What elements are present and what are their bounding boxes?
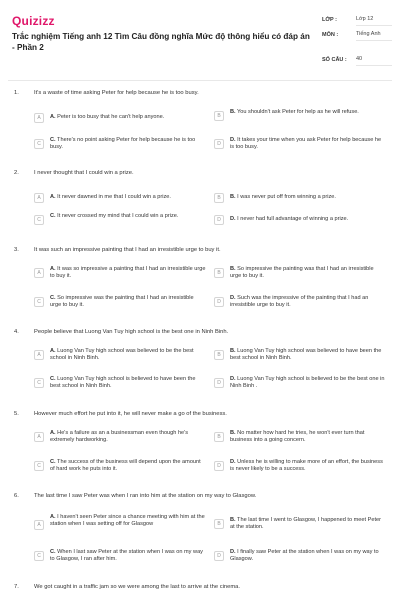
- option-text: He's a failure as an a businessman even though he's extremely hardworking.: [50, 430, 189, 443]
- option-text: I haven't seen Peter since a chance meeting with him at the station when I was setting off for Glasgow: [50, 514, 205, 527]
- option-text: Such was the impressive of the painting that I had an irresistible urge to buy it.: [230, 295, 369, 308]
- option-label: C.: [50, 376, 56, 382]
- option-a[interactable]: [34, 514, 206, 535]
- question-number: 3.: [14, 247, 19, 253]
- option-label: C.: [50, 213, 56, 219]
- option-text: I was never put off from winning a prize.: [237, 194, 336, 200]
- option-letter-box: C: [34, 378, 44, 388]
- option-label: C.: [50, 549, 56, 555]
- option-text: The success of the business will depend upon the amount of hard work he puts into it.: [50, 459, 201, 472]
- option-letter-box: D: [214, 297, 224, 307]
- option-c[interactable]: [34, 213, 206, 227]
- option-b[interactable]: [214, 266, 386, 280]
- option-letter-box: D: [214, 551, 224, 561]
- question-number: 5.: [14, 411, 19, 417]
- option-label: C.: [50, 459, 56, 465]
- option-label: A.: [50, 514, 56, 520]
- worksheet-header: [0, 0, 400, 78]
- header-divider: [8, 80, 392, 81]
- meta-question-count: [322, 57, 396, 70]
- option-a[interactable]: [34, 191, 206, 205]
- question-text: I never thought that I could win a prize.: [34, 170, 134, 176]
- option-b[interactable]: [214, 430, 386, 444]
- option-letter-box: B: [214, 519, 224, 529]
- option-label: D.: [230, 295, 236, 301]
- option-label: A.: [50, 114, 56, 120]
- option-text: I never had full advantage of winning a prize.: [237, 216, 349, 222]
- option-text: There's no point asking Peter for help because he is too busy.: [50, 137, 196, 150]
- option-letter-box: C: [34, 297, 44, 307]
- option-letter-box: A: [34, 520, 44, 530]
- option-letter-box: A: [34, 268, 44, 278]
- question-number: 7.: [14, 584, 19, 590]
- option-letter-box: B: [214, 193, 224, 203]
- option-label: B.: [230, 430, 236, 436]
- option-b[interactable]: [214, 348, 386, 362]
- option-c[interactable]: [34, 295, 206, 309]
- question-count-value: 40: [356, 56, 392, 66]
- option-c[interactable]: [34, 549, 206, 563]
- option-letter-box: C: [34, 551, 44, 561]
- option-text: When I last saw Peter at the station when I was on my way to Glasgow, I ran after him.: [50, 549, 203, 562]
- option-letter-box: B: [214, 111, 224, 121]
- option-label: B.: [230, 517, 236, 523]
- option-label: B.: [230, 194, 236, 200]
- option-label: A.: [50, 430, 56, 436]
- option-b[interactable]: [214, 191, 386, 205]
- option-b[interactable]: [214, 109, 386, 123]
- option-label: B.: [230, 348, 236, 354]
- option-d[interactable]: [214, 549, 386, 563]
- option-text: Unless he is willing to make more of an effort, the business is never likely to be a success.: [230, 459, 383, 472]
- option-letter-box: C: [34, 215, 44, 225]
- option-letter-box: C: [34, 139, 44, 149]
- option-text: It never crossed my mind that I could win a prize.: [57, 213, 179, 219]
- option-letter-box: B: [214, 432, 224, 442]
- option-d[interactable]: [214, 137, 386, 151]
- option-a[interactable]: [34, 348, 206, 362]
- meta-class: [322, 17, 396, 30]
- option-text: I finally saw Peter at the station when I was on my way to Glasgow.: [230, 549, 379, 562]
- question-text: People believe that Luong Van Tuy high school is the best one in Ninh Binh.: [34, 329, 229, 335]
- option-letter-box: D: [214, 461, 224, 471]
- option-label: A.: [50, 194, 56, 200]
- option-b[interactable]: [214, 517, 386, 531]
- question-count-label: SỐ CÂU :: [322, 57, 347, 63]
- option-label: A.: [50, 348, 56, 354]
- option-c[interactable]: [34, 376, 206, 390]
- option-d[interactable]: [214, 376, 386, 390]
- question-number: 2.: [14, 170, 19, 176]
- question-text: However much effort he put into it, he will never make a go of the business.: [34, 411, 227, 417]
- option-label: D.: [230, 376, 236, 382]
- option-letter-box: A: [34, 193, 44, 203]
- option-text: It never dawned in me that I could win a prize.: [57, 194, 171, 200]
- option-letter-box: A: [34, 432, 44, 442]
- option-d[interactable]: [214, 459, 386, 473]
- option-text: Peter is too busy that he can't help anyone.: [57, 114, 165, 120]
- question-number: 4.: [14, 329, 19, 335]
- option-text: You shouldn't ask Peter for help as he will refuse.: [237, 109, 359, 115]
- option-c[interactable]: [34, 459, 206, 473]
- option-text: So impressive the painting was that I had an irresistible urge to buy it.: [230, 266, 374, 279]
- option-a[interactable]: [34, 430, 206, 444]
- option-d[interactable]: [214, 295, 386, 309]
- question-text: It was such an impressive painting that I had an irresistible urge to buy it.: [34, 247, 221, 253]
- option-letter-box: A: [34, 113, 44, 123]
- option-text: It takes your time when you ask Peter for help because he is too busy.: [230, 137, 382, 150]
- option-label: C.: [50, 295, 56, 301]
- option-label: C.: [50, 137, 56, 143]
- subject-value: Tiếng Anh: [356, 31, 392, 41]
- option-d[interactable]: [214, 213, 386, 227]
- question-number: 6.: [14, 493, 19, 499]
- option-a[interactable]: [34, 266, 206, 280]
- question-text: The last time I saw Peter was when I ran into him at the station on my way to Glasgow.: [34, 493, 257, 499]
- option-letter-box: D: [214, 139, 224, 149]
- option-text: Luong Van Tuy high school is believed to have been the best school in Ninh Binh.: [50, 376, 196, 389]
- option-label: D.: [230, 216, 236, 222]
- option-text: The last time I went to Glasgow, I happened to meet Peter at the station.: [230, 517, 382, 530]
- option-label: B.: [230, 266, 236, 272]
- option-c[interactable]: [34, 137, 206, 151]
- option-text: Luong Van Tuy high school is believed to be the best one in Ninh Binh .: [230, 376, 385, 389]
- option-a[interactable]: [34, 111, 206, 125]
- option-label: D.: [230, 459, 236, 465]
- option-label: D.: [230, 549, 236, 555]
- option-label: D.: [230, 137, 236, 143]
- subject-label: MÔN :: [322, 32, 339, 38]
- option-text: So impressive was the painting that I had an irresistible urge to buy it.: [50, 295, 194, 308]
- page-title: Trắc nghiệm Tiếng anh 12 Tìm Câu đồng nghĩa Mức độ thông hiểu có đáp án - Phần 2: [12, 32, 310, 52]
- meta-subject: [322, 32, 396, 52]
- option-text: It was so impressive a painting that I had an irresistible urge to buy it.: [50, 266, 206, 279]
- option-letter-box: D: [214, 215, 224, 225]
- option-letter-box: A: [34, 350, 44, 360]
- option-label: A.: [50, 266, 56, 272]
- option-letter-box: C: [34, 461, 44, 471]
- option-text: Luong Van Tuy high school was believed to have been the best school in Ninh Binh.: [230, 348, 382, 361]
- class-value: Lớp 12: [356, 16, 392, 26]
- option-text: No matter how hard he tries, he won't ever turn that business into a going concern.: [230, 430, 365, 443]
- question-text: It's a waste of time asking Peter for help because he is too busy.: [34, 90, 199, 96]
- option-letter-box: B: [214, 350, 224, 360]
- class-label: LỚP :: [322, 17, 337, 23]
- quizizz-logo: Quizizz: [12, 14, 55, 28]
- option-letter-box: D: [214, 378, 224, 388]
- question-text: We got caught in a traffic jam so we were among the last to arrive at the cinema.: [34, 584, 240, 590]
- question-number: 1.: [14, 90, 19, 96]
- option-label: B.: [230, 109, 236, 115]
- option-letter-box: B: [214, 268, 224, 278]
- option-text: Luong Van Tuy high school was believed to be the best school in Ninh Binh.: [50, 348, 194, 361]
